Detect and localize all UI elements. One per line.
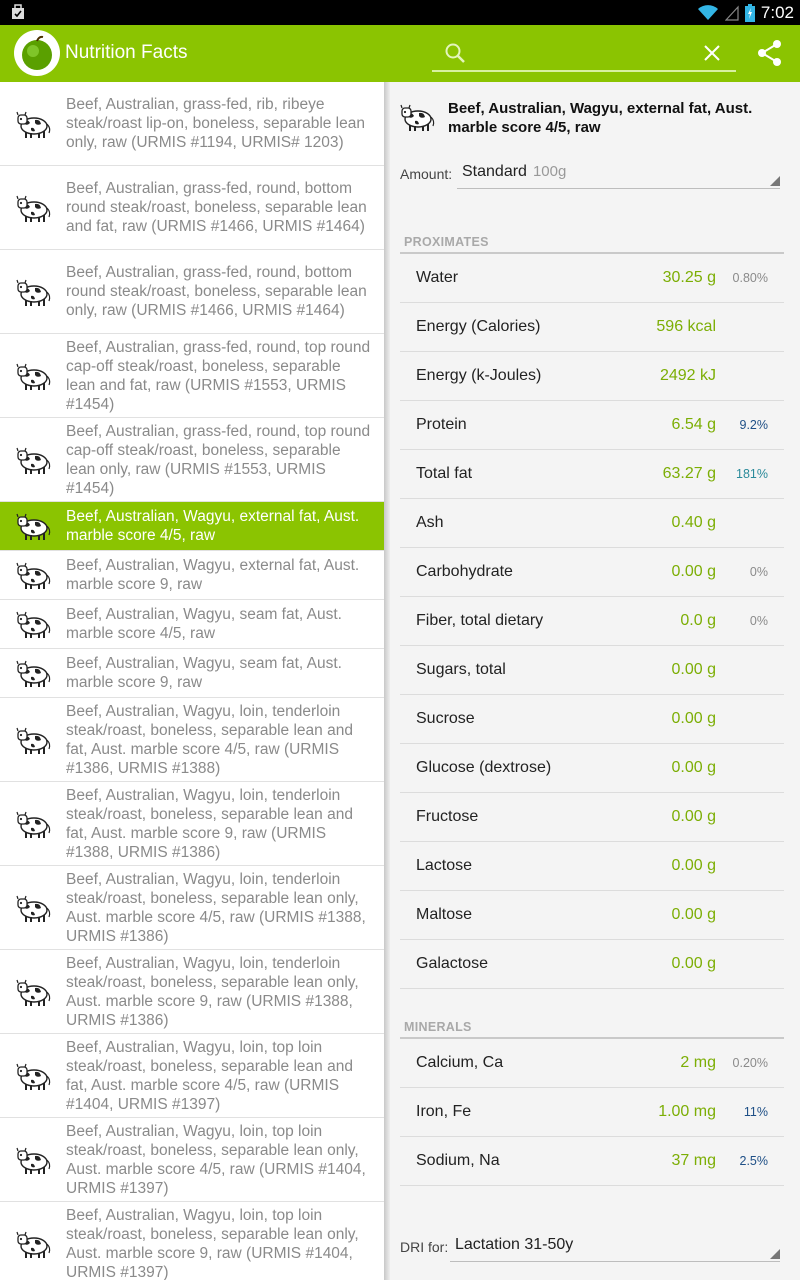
nutrient-value: 0.00 g (671, 808, 716, 825)
nutrient-value: 63.27 g (662, 465, 716, 482)
nutrient-row[interactable] (400, 548, 784, 597)
cow-icon (16, 658, 52, 688)
nutrient-dri-percent: 11% (743, 1105, 768, 1119)
list-item-label: Beef, Australian, Wagyu, seam fat, Aust. marble score 4/5, raw (66, 606, 342, 642)
nutrient-name: Glucose (dextrose) (416, 759, 552, 776)
nutrient-row[interactable] (400, 695, 784, 744)
app-logo[interactable] (14, 30, 60, 76)
nutrient-value: 2492 kJ (659, 367, 716, 384)
nutrient-dri-percent: 0.80% (732, 271, 768, 285)
nutrient-value: 0.00 g (671, 759, 716, 776)
nutrient-value: 6.54 g (671, 416, 716, 433)
cow-icon (16, 560, 52, 590)
nutrient-name: Galactose (416, 955, 489, 972)
apple-icon (18, 34, 56, 72)
nutrient-name: Energy (Calories) (416, 318, 541, 335)
nutrition-detail-panel (390, 82, 800, 1280)
nutrient-row[interactable] (400, 352, 784, 401)
action-bar (0, 25, 800, 82)
cow-icon (16, 809, 52, 839)
section-header-label: MINERALS (404, 1020, 472, 1034)
close-icon[interactable] (702, 43, 722, 63)
section-header (400, 230, 784, 254)
nutrient-value: 596 kcal (656, 318, 716, 335)
section-header-label: PROXIMATES (404, 235, 489, 249)
clock: 7:02 (760, 2, 794, 22)
cow-icon (16, 511, 52, 541)
nutrient-row[interactable] (400, 940, 784, 989)
nutrient-name: Calcium, Ca (416, 1054, 504, 1071)
nutrient-row[interactable] (400, 793, 784, 842)
nutrient-name: Sucrose (416, 710, 475, 727)
share-icon[interactable] (757, 39, 783, 67)
list-item[interactable] (0, 82, 384, 166)
list-item-label: Beef, Australian, Wagyu, loin, tenderloin steak/roast, boneless, separable lean and fat, Aust. marble score 4/5, raw (URMIS #1386, URMIS #1388) (66, 702, 353, 777)
cow-icon (16, 361, 52, 391)
list-item[interactable] (0, 600, 384, 649)
list-item[interactable] (0, 866, 384, 950)
list-item[interactable] (0, 250, 384, 334)
dropdown-arrow-icon (770, 176, 780, 186)
nutrient-value: 0.00 g (671, 906, 716, 923)
search-input[interactable] (476, 40, 686, 66)
wifi-icon (697, 5, 719, 21)
list-item[interactable] (0, 418, 384, 502)
nutrient-value: 0.00 g (671, 955, 716, 972)
list-item[interactable] (0, 1034, 384, 1118)
list-item-label: Beef, Australian, Wagyu, external fat, Aust. marble score 9, raw (66, 557, 360, 593)
cow-icon (16, 977, 52, 1007)
nutrient-dri-percent: 181% (736, 467, 768, 481)
nutrient-row[interactable] (400, 1039, 784, 1088)
cow-icon (16, 1229, 52, 1259)
nutrient-name: Fiber, total dietary (416, 612, 544, 629)
nutrient-name: Sugars, total (416, 661, 506, 678)
nutrient-name: Fructose (416, 808, 479, 825)
cow-icon (16, 193, 52, 223)
nutrient-row[interactable] (400, 842, 784, 891)
list-item[interactable] (0, 334, 384, 418)
nutrient-value: 37 mg (671, 1152, 716, 1169)
nutrient-row[interactable] (400, 646, 784, 695)
list-item-label: Beef, Australian, grass-fed, round, top round cap-off steak/roast, boneless, separable lean and fat, raw (URMIS #1553, URMIS #1454) (66, 338, 371, 413)
list-item[interactable] (0, 698, 384, 782)
nutrient-name: Iron, Fe (416, 1103, 472, 1120)
list-item-label: Beef, Australian, Wagyu, loin, tenderloin steak/roast, boneless, separable lean and fat, Aust. marble score 9, raw (URMIS #1388, URMIS #1386) (66, 786, 353, 861)
list-item-label: Beef, Australian, Wagyu, seam fat, Aust. marble score 9, raw (66, 655, 342, 691)
list-item-label: Beef, Australian, Wagyu, loin, tenderloin steak/roast, boneless, separable lean only, Aust. marble score 9, raw (URMIS #1388, URMIS #1386) (66, 954, 359, 1029)
list-item-label: Beef, Australian, Wagyu, external fat, Aust. marble score 4/5, raw (66, 508, 360, 544)
notification-icon (10, 4, 26, 20)
nutrient-value: 0.00 g (671, 563, 716, 580)
nutrient-row[interactable] (400, 744, 784, 793)
nutrient-value: 30.25 g (662, 269, 716, 286)
amount-dropdown[interactable] (457, 159, 780, 189)
amount-sub: 100g (532, 163, 567, 180)
nutrient-name: Ash (416, 514, 444, 531)
list-item[interactable] (0, 551, 384, 600)
list-item[interactable] (0, 782, 384, 866)
dri-label: DRI for: (400, 1239, 449, 1255)
nutrient-name: Total fat (416, 465, 473, 482)
nutrient-value: 0.00 g (671, 710, 716, 727)
nutrient-dri-percent: 2.5% (739, 1154, 768, 1168)
nutrient-dri-percent: 0% (749, 614, 768, 628)
list-item-label: Beef, Australian, grass-fed, round, bottom round steak/roast, boneless, separable lean only, raw (URMIS #1466, URMIS #1464) (66, 264, 367, 319)
cow-icon (16, 609, 52, 639)
nutrient-dri-percent: 0.20% (732, 1056, 768, 1070)
cow-icon (16, 445, 52, 475)
amount-label: Amount: (400, 166, 453, 182)
list-item-label: Beef, Australian, Wagyu, loin, top loin steak/roast, boneless, separable lean only, Aust. marble score 4/5, raw (URMIS #1404, URMIS #1397) (66, 1122, 366, 1197)
nutrient-value: 2 mg (680, 1054, 716, 1071)
nutrient-row[interactable] (400, 303, 784, 352)
nutrient-name: Protein (416, 416, 467, 433)
nutrient-value: 0.00 g (671, 857, 716, 874)
nutrient-row[interactable] (400, 401, 784, 450)
nutrient-name: Energy (k-Joules) (416, 367, 542, 384)
list-item-label: Beef, Australian, grass-fed, round, bottom round steak/roast, boneless, separable lean and fat, raw (URMIS #1466, URMIS #1464) (66, 180, 367, 235)
nutrient-value: 0.0 g (680, 612, 716, 629)
search-icon (444, 42, 466, 64)
food-title: Beef, Australian, Wagyu, external fat, Aust. marble score 4/5, raw (448, 100, 753, 136)
amount-selector (400, 159, 780, 189)
nutrient-dri-percent: 0% (749, 565, 768, 579)
list-item-label: Beef, Australian, grass-fed, round, top round cap-off steak/roast, boneless, separable lean only, raw (URMIS #1553, URMIS #1454) (66, 422, 371, 497)
cow-icon (16, 893, 52, 923)
nutrient-row[interactable] (400, 499, 784, 548)
nutrient-name: Water (416, 269, 459, 286)
nutrient-name: Sodium, Na (416, 1152, 500, 1169)
list-item-label: Beef, Australian, grass-fed, rib, ribeye steak/roast lip-on, boneless, separable lean only, raw (URMIS #1194, URMIS# 1203) (66, 96, 365, 151)
list-item-label: Beef, Australian, Wagyu, loin, top loin steak/roast, boneless, separable lean only, Aust. marble score 9, raw (URMIS #1404, URMIS #1397) (66, 1206, 359, 1280)
nutrient-value: 1.00 mg (658, 1103, 716, 1120)
dropdown-arrow-icon (770, 1249, 780, 1259)
app-title: Nutrition Facts (65, 42, 188, 63)
nutrient-row[interactable] (400, 597, 784, 646)
list-item[interactable] (0, 502, 384, 551)
nutrient-row[interactable] (400, 450, 784, 499)
search-box[interactable] (432, 36, 736, 72)
signal-icon (725, 5, 739, 21)
nutrient-dri-percent: 9.2% (739, 418, 768, 432)
list-item-label: Beef, Australian, Wagyu, loin, tenderloin steak/roast, boneless, separable lean only, Aust. marble score 4/5, raw (URMIS #1388, URMIS #1386) (66, 870, 366, 945)
cow-icon (16, 1145, 52, 1175)
cow-icon (16, 1061, 52, 1091)
list-item[interactable] (0, 649, 384, 698)
cow-icon (16, 725, 52, 755)
cow-icon (400, 102, 436, 132)
nutrient-row[interactable] (400, 1088, 784, 1137)
nutrient-row[interactable] (400, 891, 784, 940)
nutrient-name: Carbohydrate (416, 563, 513, 580)
nutrient-row[interactable] (400, 1137, 784, 1186)
list-item[interactable] (0, 166, 384, 250)
nutrient-row[interactable] (400, 254, 784, 303)
food-list[interactable] (0, 82, 384, 1280)
amount-value: Standard (462, 163, 527, 180)
section-header (400, 1015, 784, 1039)
cow-icon (16, 109, 52, 139)
cow-icon (16, 277, 52, 307)
list-item-label: Beef, Australian, Wagyu, loin, top loin steak/roast, boneless, separable lean and fat, Aust. marble score 4/5, raw (URMIS #1404, URMIS #1397) (66, 1038, 353, 1113)
dri-selector (400, 1232, 780, 1262)
list-item[interactable] (0, 1118, 384, 1202)
list-item[interactable] (0, 1202, 384, 1280)
status-bar (0, 0, 800, 25)
detail-header (390, 82, 800, 152)
dri-dropdown[interactable] (450, 1232, 780, 1262)
nutrient-value: 0.00 g (671, 661, 716, 678)
nutrient-name: Lactose (416, 857, 473, 874)
battery-icon (745, 4, 755, 22)
dri-value: Lactation 31-50y (455, 1236, 574, 1253)
nutrient-value: 0.40 g (671, 514, 716, 531)
list-item[interactable] (0, 950, 384, 1034)
nutrient-name: Maltose (416, 906, 473, 923)
